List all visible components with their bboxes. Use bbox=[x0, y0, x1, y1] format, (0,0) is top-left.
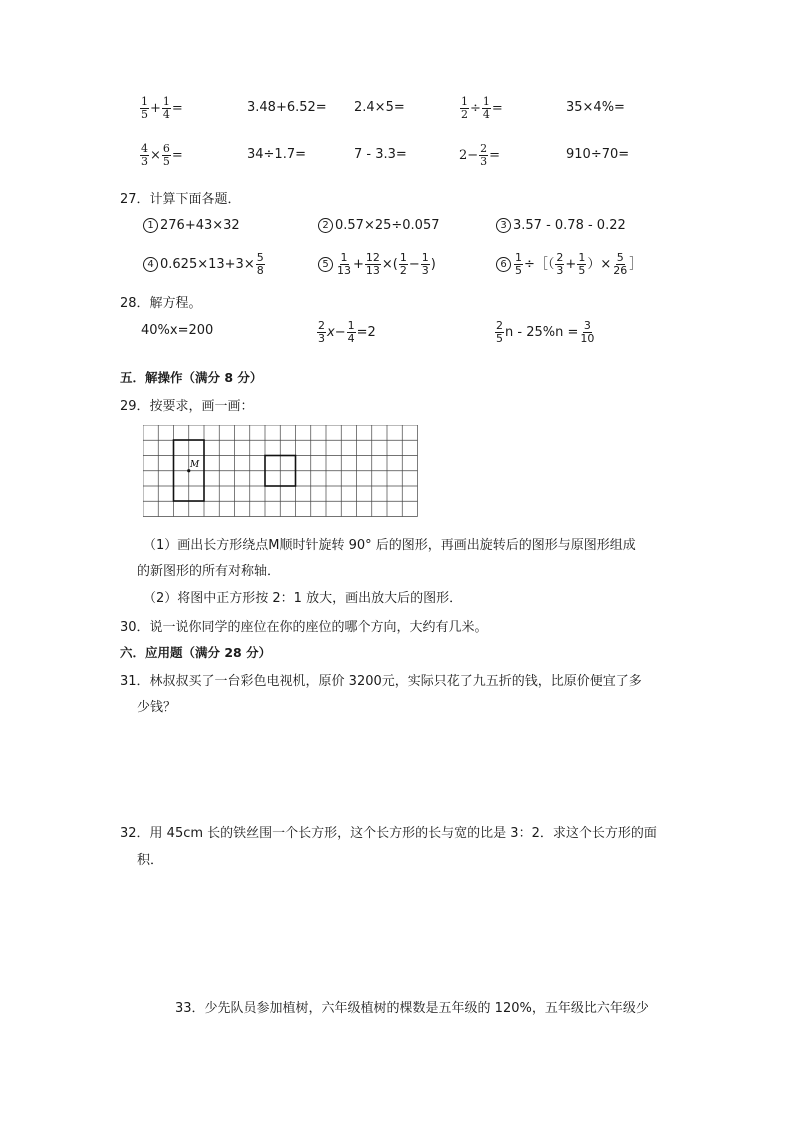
q32-line1: 32．用 45cm 长的铁丝围一个长方形，这个长方形的长与宽的比是 3：2．求这个长方形的面 bbox=[120, 826, 657, 841]
q28-equation-2: $\frac{2}{3}$ x− $\frac{1}{4}$ =2 bbox=[318, 319, 376, 345]
row1-item-d: $\frac{1}{2}$ ÷ $\frac{1}{4}$ = bbox=[461, 95, 503, 121]
q27-item-3: 3 3.57 - 0.78 - 0.22 bbox=[496, 218, 626, 233]
q27-title: 27．计算下面各题． bbox=[120, 192, 241, 207]
q31-line1: 31．林叔叔买了一台彩色电视机，原价 3200元，实际只花了九五折的钱，比原价便宜了多 bbox=[120, 674, 642, 689]
q30: 30．说一说你同学的座位在你的座位的哪个方向，大约有几米。 bbox=[120, 620, 488, 635]
q29-part1-line2: 的新图形的所有对称轴． bbox=[137, 564, 281, 579]
q27-item-2: 2 0.57×25÷0.057 bbox=[318, 218, 440, 233]
section-6-heading: 六．应用题（满分 28 分） bbox=[120, 645, 272, 660]
q27-item-6: 6 $\frac{1}{5}$ ÷［（ $\frac{2}{3}$ + $\frac{1}{5}$ ）× $\frac{5}{26}$ ］ bbox=[496, 252, 642, 277]
q28-equation-3: $\frac{2}{5}$ n - 25%n = $\frac{3}{10}$ bbox=[496, 319, 595, 345]
row2-item-c: 7 - 3.3= bbox=[354, 147, 407, 162]
row2-item-d: 2− $\frac{2}{3}$ = bbox=[459, 142, 501, 168]
q29-title: 29．按要求，画一画： bbox=[120, 399, 254, 414]
point-m-label: M bbox=[190, 460, 200, 470]
q27-item-1: 1 276+43×32 bbox=[143, 218, 240, 233]
q28-equation-1: 40%x=200 bbox=[141, 323, 214, 338]
row2-item-a: $\frac{4}{3}$ × $\frac{6}{5}$ = bbox=[141, 142, 183, 168]
row1-item-a: $\frac{1}{5}$ + $\frac{1}{4}$ = bbox=[141, 95, 183, 121]
row2-item-e: 910÷70= bbox=[566, 147, 630, 162]
q27-item-5: 5 $\frac{1}{13}$ + $\frac{12}{13}$ ×( $\frac{1}{2}$ − $\frac{1}{3}$ ) bbox=[318, 252, 436, 277]
q27-item-4: 4 0.625×13+3× $\frac{5}{8}$ bbox=[143, 252, 266, 277]
row2-item-b: 34÷1.7= bbox=[247, 147, 307, 162]
q29-part2: （2）将图中正方形按 2：1 放大，画出放大后的图形． bbox=[143, 591, 463, 606]
q29-part1-line1: （1）画出长方形绕点M顺时针旋转 90° 后的图形，再画出旋转后的图形与原图形组成 bbox=[143, 538, 636, 553]
q33: 33．少先队员参加植树，六年级植树的棵数是五年级的 120%，五年级比六年级少 bbox=[175, 1001, 649, 1016]
row1-item-e: 35×4%= bbox=[566, 100, 625, 115]
q32-line2: 积． bbox=[137, 853, 164, 868]
section-5-heading: 五．解操作（满分 8 分） bbox=[120, 370, 263, 385]
row1-item-c: 2.4×5= bbox=[354, 100, 405, 115]
square-grid-figure bbox=[143, 425, 419, 517]
q31-line2: 少钱？ bbox=[137, 700, 177, 715]
q28-title: 28．解方程。 bbox=[120, 296, 202, 311]
row1-item-b: 3.48+6.52= bbox=[247, 100, 327, 115]
